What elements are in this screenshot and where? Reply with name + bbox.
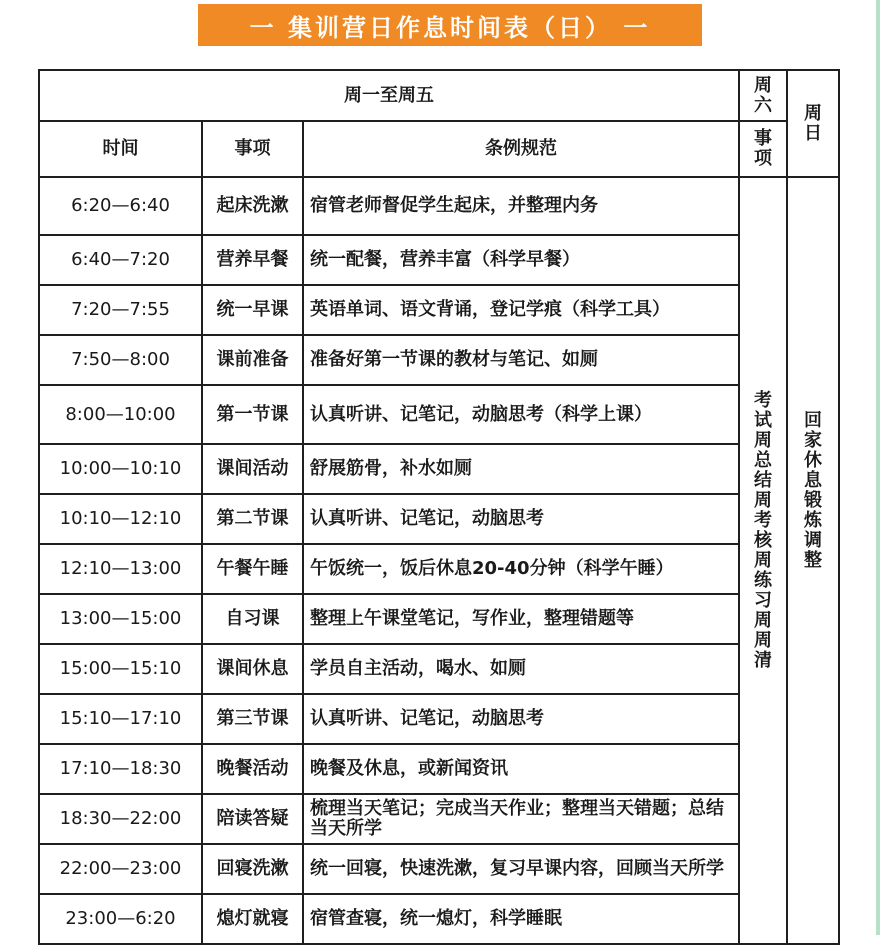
row-rule: 学员自主活动，喝水、如厕 [303, 644, 739, 694]
table-row [39, 644, 839, 694]
row-rule: 梳理当天笔记；完成当天作业；整理当天错题；总结当天所学 [303, 794, 739, 844]
row-time: 15:00—15:10 [39, 644, 202, 694]
row-rule: 宿管查寝，统一熄灯，科学睡眠 [303, 894, 739, 944]
row-item: 回寝洗漱 [202, 844, 303, 894]
column-header-time: 时间 [39, 121, 202, 177]
row-time: 10:10—12:10 [39, 494, 202, 544]
page-title: 一 集训营日作息时间表（日） 一 [198, 4, 702, 46]
row-rule: 认真听讲、记笔记，动脑思考 [303, 694, 739, 744]
table-row [39, 177, 839, 235]
row-item: 统一早课 [202, 285, 303, 335]
table-row [39, 544, 839, 594]
row-time: 18:30—22:00 [39, 794, 202, 844]
column-header-rule: 条例规范 [303, 121, 739, 177]
row-time: 22:00—23:00 [39, 844, 202, 894]
row-time: 12:10—13:00 [39, 544, 202, 594]
row-rule: 认真听讲、记笔记，动脑思考 [303, 494, 739, 544]
row-rule: 舒展筋骨，补水如厕 [303, 444, 739, 494]
sunday-content: 回 家 休 息 锻 炼 调 整 [787, 177, 839, 944]
row-item: 第三节课 [202, 694, 303, 744]
row-time: 15:10—17:10 [39, 694, 202, 744]
row-time: 7:50—8:00 [39, 335, 202, 385]
table-row [39, 844, 839, 894]
row-item: 第二节课 [202, 494, 303, 544]
saturday-content: 考 试 周 总 结 周 考 核 周 练 习 周 周 清 [739, 177, 787, 944]
row-time: 13:00—15:00 [39, 594, 202, 644]
schedule-table [38, 69, 840, 945]
row-time: 6:40—7:20 [39, 235, 202, 285]
row-item: 熄灯就寝 [202, 894, 303, 944]
row-rule: 午饭统一，饭后休息20-40分钟（科学午睡） [303, 544, 739, 594]
row-item: 营养早餐 [202, 235, 303, 285]
saturday-header: 周 六 [739, 70, 787, 121]
row-time: 7:20—7:55 [39, 285, 202, 335]
row-item: 课间休息 [202, 644, 303, 694]
row-item: 课间活动 [202, 444, 303, 494]
row-item: 陪读答疑 [202, 794, 303, 844]
saturday-item-header: 事 项 [739, 121, 787, 177]
row-rule: 整理上午课堂笔记，写作业，整理错题等 [303, 594, 739, 644]
row-time: 10:00—10:10 [39, 444, 202, 494]
row-time: 6:20—6:40 [39, 177, 202, 235]
table-row [39, 444, 839, 494]
row-rule: 认真听讲、记笔记，动脑思考（科学上课） [303, 385, 739, 444]
page-edge-border [876, 0, 880, 935]
row-item: 起床洗漱 [202, 177, 303, 235]
table-row [39, 794, 839, 844]
table-row [39, 594, 839, 644]
row-item: 课前准备 [202, 335, 303, 385]
row-rule: 统一回寝，快速洗漱，复习早课内容，回顾当天所学 [303, 844, 739, 894]
sunday-header: 周 日 [787, 70, 839, 177]
table-row [39, 285, 839, 335]
row-rule: 宿管老师督促学生起床，并整理内务 [303, 177, 739, 235]
row-rule: 英语单词、语文背诵，登记学痕（科学工具） [303, 285, 739, 335]
row-rule: 晚餐及休息，或新闻资讯 [303, 744, 739, 794]
table-row [39, 385, 839, 444]
row-item: 午餐午睡 [202, 544, 303, 594]
table-row [39, 235, 839, 285]
table-row [39, 744, 839, 794]
column-header-item: 事项 [202, 121, 303, 177]
row-time: 8:00—10:00 [39, 385, 202, 444]
table-row [39, 694, 839, 744]
weekdays-header: 周一至周五 [39, 70, 739, 121]
row-rule: 统一配餐，营养丰富（科学早餐） [303, 235, 739, 285]
row-item: 第一节课 [202, 385, 303, 444]
table-row [39, 335, 839, 385]
row-item: 自习课 [202, 594, 303, 644]
row-time: 17:10—18:30 [39, 744, 202, 794]
row-rule: 准备好第一节课的教材与笔记、如厕 [303, 335, 739, 385]
row-item: 晚餐活动 [202, 744, 303, 794]
row-time: 23:00—6:20 [39, 894, 202, 944]
table-row [39, 494, 839, 544]
table-row [39, 894, 839, 944]
